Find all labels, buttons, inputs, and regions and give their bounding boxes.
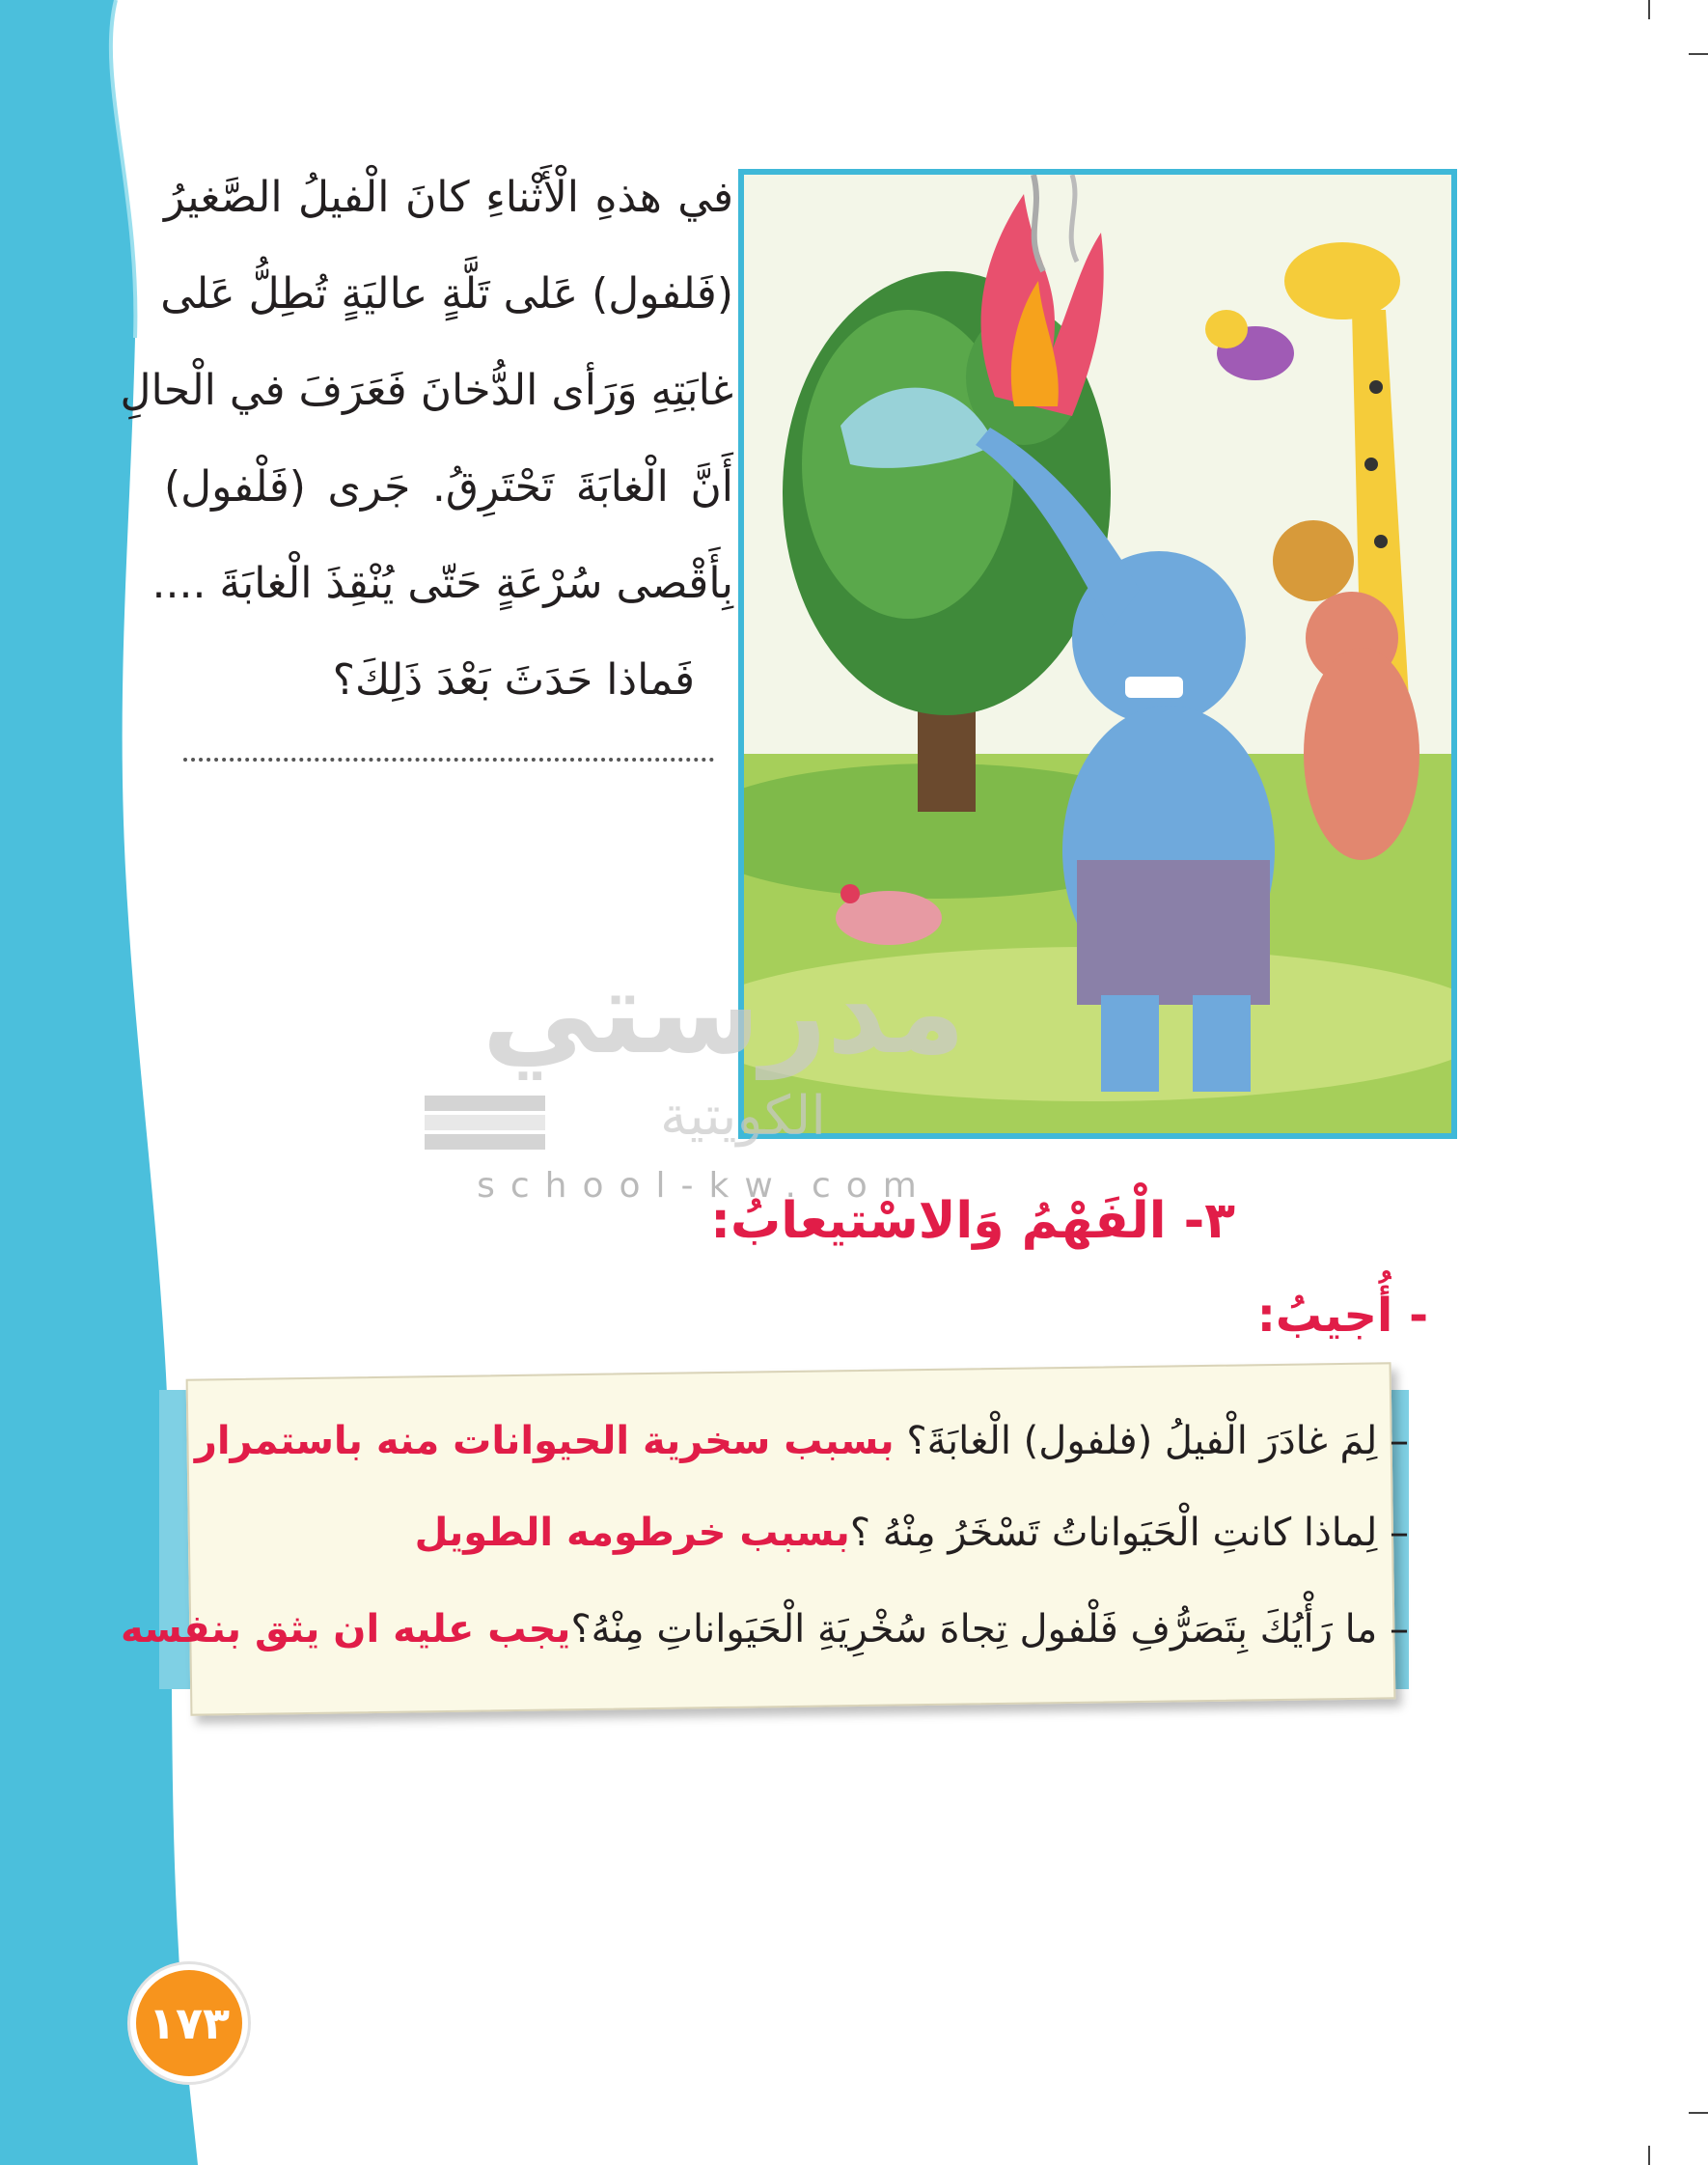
answer-text: يجب عليه ان يثق بنفسه (120, 1607, 571, 1652)
crop-mark (1689, 53, 1708, 55)
story-line: فَماذا حَدَثَ بَعْدَ ذَلِكَ؟ (332, 655, 695, 705)
question-text: – لِماذا كانتِ الْحَيَواناتُ تَسْخَرُ مِنْهُ ؟ (849, 1511, 1409, 1555)
section-title: ٣- الْفَهْمُ وَالاسْتيعابُ: (710, 1192, 1235, 1250)
story-line: غابَتِهِ وَرَأى الدُّخانَ فَعَرَفَ في الْحالِ (120, 366, 733, 415)
question-text: – لِمَ غادَرَ الْفيلُ (فلفول) الْغابَةَ؟ (894, 1419, 1409, 1463)
flag-stripe (425, 1134, 545, 1150)
answer-dotted-line (183, 748, 714, 762)
answer-text: بسبب خرطومه الطويل (414, 1511, 850, 1555)
watermark-url: school-kw.com (477, 1166, 932, 1206)
story-line: أَنَّ الْغابَةَ تَحْتَرِقُ. جَرى (فَلْفول) (164, 462, 733, 512)
crop-mark (1689, 2112, 1708, 2114)
story-line: في هذهِ الْأَثْناءِ كانَ الْفيلُ الصَّغيرُ (164, 173, 733, 222)
watermark-brand: مدرستي (482, 946, 966, 1080)
answer-label: - أُجيبُ: (1256, 1289, 1428, 1343)
answer-text: بسبب سخرية الحيوانات منه باستمرار (194, 1419, 895, 1463)
question-text: – ما رَأْيُكَ بِتَصَرُّفِ فَلْفول تِجاهَ سُخْرِيَةِ الْحَيَواناتِ مِنْهُ؟ (570, 1607, 1409, 1652)
watermark-sub: الكويتية (660, 1085, 826, 1148)
question-row (195, 1419, 1409, 1463)
story-line: (فَلفول) عَلى تَلَّةٍ عاليَةٍ تُطِلُّ عَلى (160, 269, 733, 319)
page-number-badge: ١٧٣ (130, 1964, 248, 2082)
question-row (415, 1511, 1409, 1555)
flag-stripe (425, 1115, 545, 1130)
flag-stripe (425, 1096, 545, 1111)
watermark (405, 927, 984, 1216)
story-line: بِأَقْصى سُرْعَةٍ حَتّى يُنْقِذَ الْغابَةَ .... (152, 559, 733, 608)
story-paragraph (120, 150, 733, 729)
crop-mark (1648, 0, 1650, 19)
crop-mark (1648, 2146, 1650, 2165)
question-row (121, 1607, 1409, 1652)
